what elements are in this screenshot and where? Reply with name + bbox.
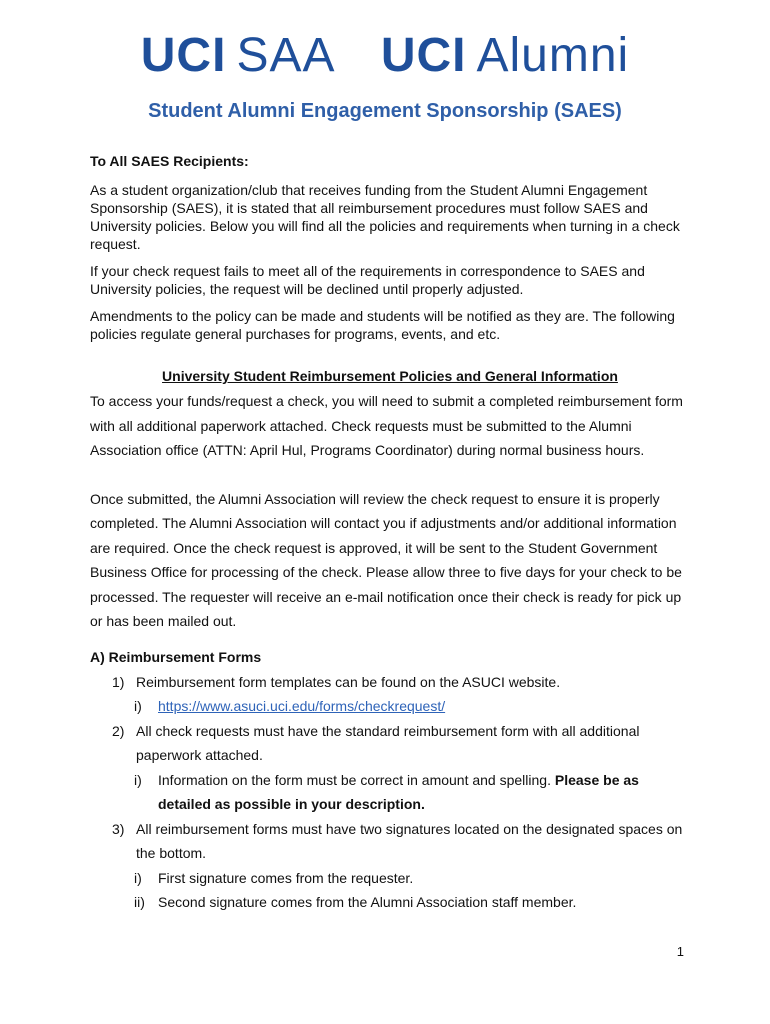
list-item-text: First signature comes from the requester. <box>158 869 414 886</box>
document-title: Student Alumni Engagement Sponsorship (SAES) <box>148 100 622 122</box>
list-item-3 <box>90 817 690 866</box>
list-item-bold-text: Please be as detailed as possible in your description. <box>158 771 639 812</box>
list-number: i) <box>134 698 142 714</box>
list-item-text: All reimbursement forms must have two signatures located on the designated spaces on the bottom. <box>136 820 683 861</box>
section-a-heading: A) Reimbursement Forms <box>90 648 262 665</box>
list-item-3-i <box>90 866 690 891</box>
document-body <box>90 152 690 915</box>
list-item-1 <box>90 670 690 695</box>
list-item-text: Reimbursement form templates can be found on the ASUCI website. <box>136 673 561 690</box>
policies-heading: University Student Reimbursement Policies and General Information <box>162 368 618 384</box>
intro-paragraph-3: Amendments to the policy can be made and students will be notified as they are. The following policies regulate general purchases for programs, events, and etc. <box>90 308 675 342</box>
list-item-2-i <box>90 768 690 817</box>
uci-saa-logo <box>141 30 336 82</box>
list-item-3-ii <box>90 890 690 915</box>
uci-alumni-logo <box>381 30 629 82</box>
page-number: 1 <box>676 944 684 959</box>
header-logos <box>0 30 770 82</box>
uci-saa-logo-light: SAA <box>236 29 336 82</box>
list-number: 1) <box>112 673 125 690</box>
uci-saa-logo-bold: UCI <box>140 29 227 82</box>
intro-paragraph-1: As a student organization/club that receives funding from the Student Alumni Engagement Sponsorship (SAES), it is stated that all reimbursement procedures must follow SAES and University policies. Below you will find all the policies and requirements when turning in a check request. <box>90 182 680 252</box>
list-item-text: Information on the form must be correct in amount and spelling. <box>158 771 555 788</box>
list-item-1-i <box>90 694 690 719</box>
list-number: 2) <box>112 722 125 739</box>
asuci-checkrequest-link[interactable]: https://www.asuci.uci.edu/forms/checkrequest/ <box>158 698 446 714</box>
policies-paragraph-1: To access your funds/request a check, you will need to submit a completed reimbursement form with all additional paperwork attached. Check requests must be submitted to the Alumni Association office (ATTN: April Hul, Programs Coordinator) during normal business hours. <box>90 393 683 458</box>
list-item-2 <box>90 719 690 768</box>
uci-alumni-logo-light: Alumni <box>476 29 630 82</box>
greeting: To All SAES Recipients: <box>90 153 249 169</box>
list-number: i) <box>134 771 142 788</box>
list-item-text: Second signature comes from the Alumni Association staff member. <box>158 894 577 910</box>
list-item-text: All check requests must have the standard reimbursement form with all additional paperwork attached. <box>136 722 640 763</box>
policies-paragraph-2: Once submitted, the Alumni Association will review the check request to ensure it is properly completed. The Alumni Association will contact you if adjustments and/or additional information are required. Once the check request is approved, it will be sent to the Student Government Business Office for processing of the check. Please allow three to five days for your check to be processed. The requester will receive an e-mail notification once their check is ready for pick up or has been mailed out. <box>90 490 682 629</box>
list-number: 3) <box>112 820 125 837</box>
uci-alumni-logo-bold: UCI <box>380 29 467 82</box>
paragraph-gap <box>90 463 690 487</box>
list-number: i) <box>134 869 142 886</box>
list-number: ii) <box>134 894 145 910</box>
intro-paragraph-2: If your check request fails to meet all of the requirements in correspondence to SAES and University policies, the request will be declined until properly adjusted. <box>90 263 645 297</box>
